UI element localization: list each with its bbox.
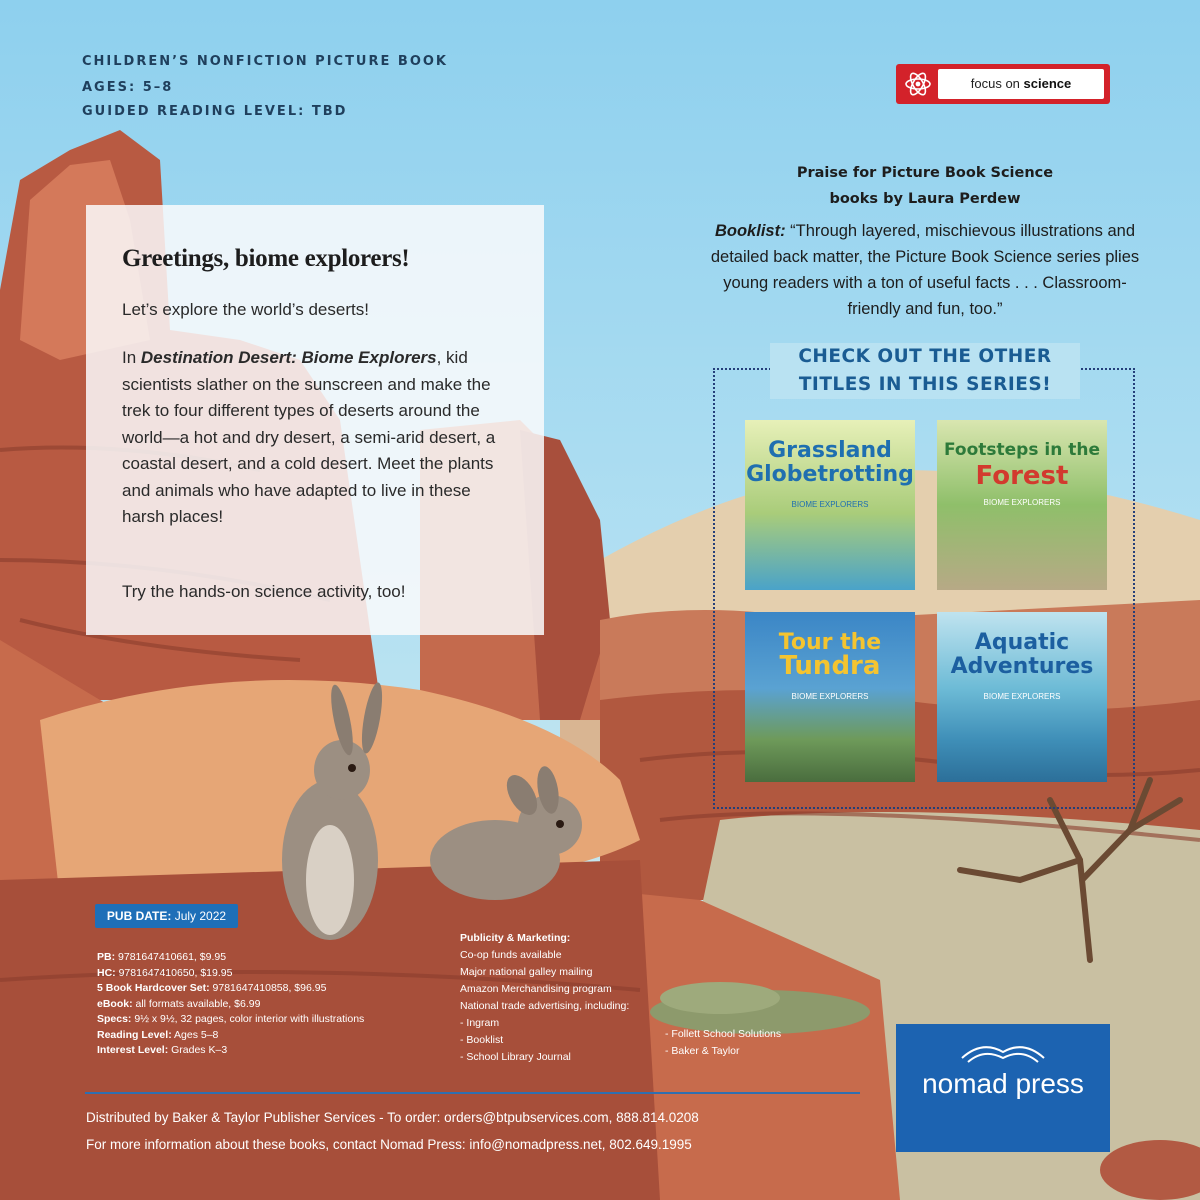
open-book-icon xyxy=(958,1036,1048,1066)
book-title-line-2: Adventures xyxy=(950,654,1094,679)
marketing-item: Co-op funds available xyxy=(460,949,562,961)
series-heading xyxy=(770,343,1080,399)
book-specs xyxy=(97,950,364,1059)
pub-date-label: PUB DATE: xyxy=(106,909,172,923)
spec-label: HC: xyxy=(97,966,116,979)
intro-paragraph-1: Let’s explore the world’s deserts! xyxy=(122,300,369,319)
publisher-name: nomad press xyxy=(922,1068,1084,1099)
marketing-heading: Publicity & Marketing: xyxy=(460,932,571,944)
intro-title: Greetings, biome explorers! xyxy=(122,245,410,272)
book-title-line-1: Aquatic xyxy=(974,630,1070,655)
marketing-subitem: - Ingram xyxy=(460,1017,500,1029)
spec-row xyxy=(97,1043,364,1059)
intro-paragraph-3: Try the hands-on science activity, too! xyxy=(122,582,406,601)
marketing-subitem: - Booklist xyxy=(460,1034,504,1046)
age-range-label: AGES: 5–8 xyxy=(82,80,174,95)
book-cover-aquatic[interactable] xyxy=(937,612,1107,782)
intro-in: In xyxy=(122,348,141,367)
marketing-item: National trade advertising, including: xyxy=(460,1000,630,1012)
marketing-subitem: - School Library Journal xyxy=(460,1051,571,1063)
spec-value: 9781647410650, $19.95 xyxy=(115,966,233,979)
contact-line: For more information about these books, contact Nomad Press: info@nomadpress.net, 802.649.1995 xyxy=(86,1137,692,1152)
book-title: Destination Desert: Biome Explorers xyxy=(140,348,437,367)
spec-row xyxy=(97,1012,364,1028)
spec-label: eBook: xyxy=(97,997,133,1010)
praise-section xyxy=(700,160,1150,322)
intro-description: , kid scientists slather on the sunscreen and make the trek to four different types of deserts around the world—a hot and dry desert, a semi-arid desert, a coastal desert, and a cold desert. Meet the plants and animals who have adapted to live in these harsh places! xyxy=(122,348,496,526)
marketing-subitem: - Follett School Solutions xyxy=(665,1028,782,1040)
praise-heading-1: Praise for Picture Book Science xyxy=(796,165,1054,181)
intro-paragraph-2 xyxy=(122,345,502,531)
book-title-line-1: Grassland xyxy=(768,438,892,463)
spec-row xyxy=(97,981,364,997)
book-series-label: BIOME EXPLORERS xyxy=(791,500,869,509)
spec-label: Reading Level: xyxy=(97,1028,172,1041)
focus-on-science-logo xyxy=(896,64,1110,104)
book-series-label: BIOME EXPLORERS xyxy=(983,692,1061,701)
nomad-press-logo xyxy=(896,1024,1110,1152)
atom-icon xyxy=(902,68,934,100)
spec-value: all formats available, $6.99 xyxy=(132,997,261,1010)
praise-quote xyxy=(700,218,1150,322)
marketing-item: Major national galley mailing xyxy=(460,966,593,978)
book-cover-tundra[interactable] xyxy=(745,612,915,782)
distribution-line: Distributed by Baker & Taylor Publisher Services - To order: orders@btpubservices.com, 888.814.0208 xyxy=(86,1110,699,1125)
spec-value: 9½ x 9½, 32 pages, color interior with illustrations xyxy=(131,1013,365,1025)
spec-label: 5 Book Hardcover Set: xyxy=(97,982,210,994)
spec-value: Ages 5–8 xyxy=(171,1028,219,1041)
spec-value: 9781647410661, $9.95 xyxy=(115,951,227,963)
spec-row xyxy=(97,997,364,1013)
spec-value: Grades K–3 xyxy=(168,1044,228,1056)
divider xyxy=(85,1092,860,1094)
book-category-label: CHILDREN’S NONFICTION PICTURE BOOK xyxy=(82,54,448,69)
praise-heading-2: books by Laura Perdew xyxy=(829,191,1021,207)
book-title-line-2: Tundra xyxy=(779,651,881,681)
quote-source: Booklist: xyxy=(714,222,786,240)
logo-prefix: focus on xyxy=(970,76,1024,91)
book-title-line-1: Footsteps in the xyxy=(944,440,1100,460)
intro-box xyxy=(86,205,544,635)
spec-label: Specs: xyxy=(97,1013,132,1025)
spec-row xyxy=(97,950,364,966)
logo-text xyxy=(938,69,1104,99)
spec-label: PB: xyxy=(97,951,116,963)
book-title-line-1: Tour the xyxy=(778,630,882,655)
book-cover-forest[interactable] xyxy=(937,420,1107,590)
pub-date-value: July 2022 xyxy=(174,909,227,923)
spec-label: Interest Level: xyxy=(97,1044,169,1056)
quote-text: “Through layered, mischievous illustrations and detailed back matter, the Picture Book Science series plies young readers with a ton of useful facts . . . Classroom-friendly and fun, too.” xyxy=(710,222,1140,318)
marketing-sublist-right xyxy=(665,1026,781,1060)
marketing-list xyxy=(460,930,629,1066)
spec-value: 9781647410858, $96.95 xyxy=(209,982,327,994)
spec-row xyxy=(97,1028,364,1044)
book-series-label: BIOME EXPLORERS xyxy=(983,498,1061,507)
book-cover-grassland[interactable] xyxy=(745,420,915,590)
spec-row xyxy=(97,966,364,982)
logo-bold: science xyxy=(1023,76,1072,91)
book-title-line-2: Forest xyxy=(975,461,1069,491)
marketing-subitem: - Baker & Taylor xyxy=(665,1045,740,1057)
series-heading-line-1: CHECK OUT THE OTHER xyxy=(798,346,1052,367)
pub-date-badge xyxy=(95,904,238,928)
marketing-item: Amazon Merchandising program xyxy=(460,983,612,995)
book-title-line-2: Globetrotting xyxy=(746,462,914,487)
series-heading-line-2: TITLES IN THIS SERIES! xyxy=(798,374,1052,395)
book-series-label: BIOME EXPLORERS xyxy=(791,692,869,701)
guided-reading-label: GUIDED READING LEVEL: TBD xyxy=(82,104,348,119)
